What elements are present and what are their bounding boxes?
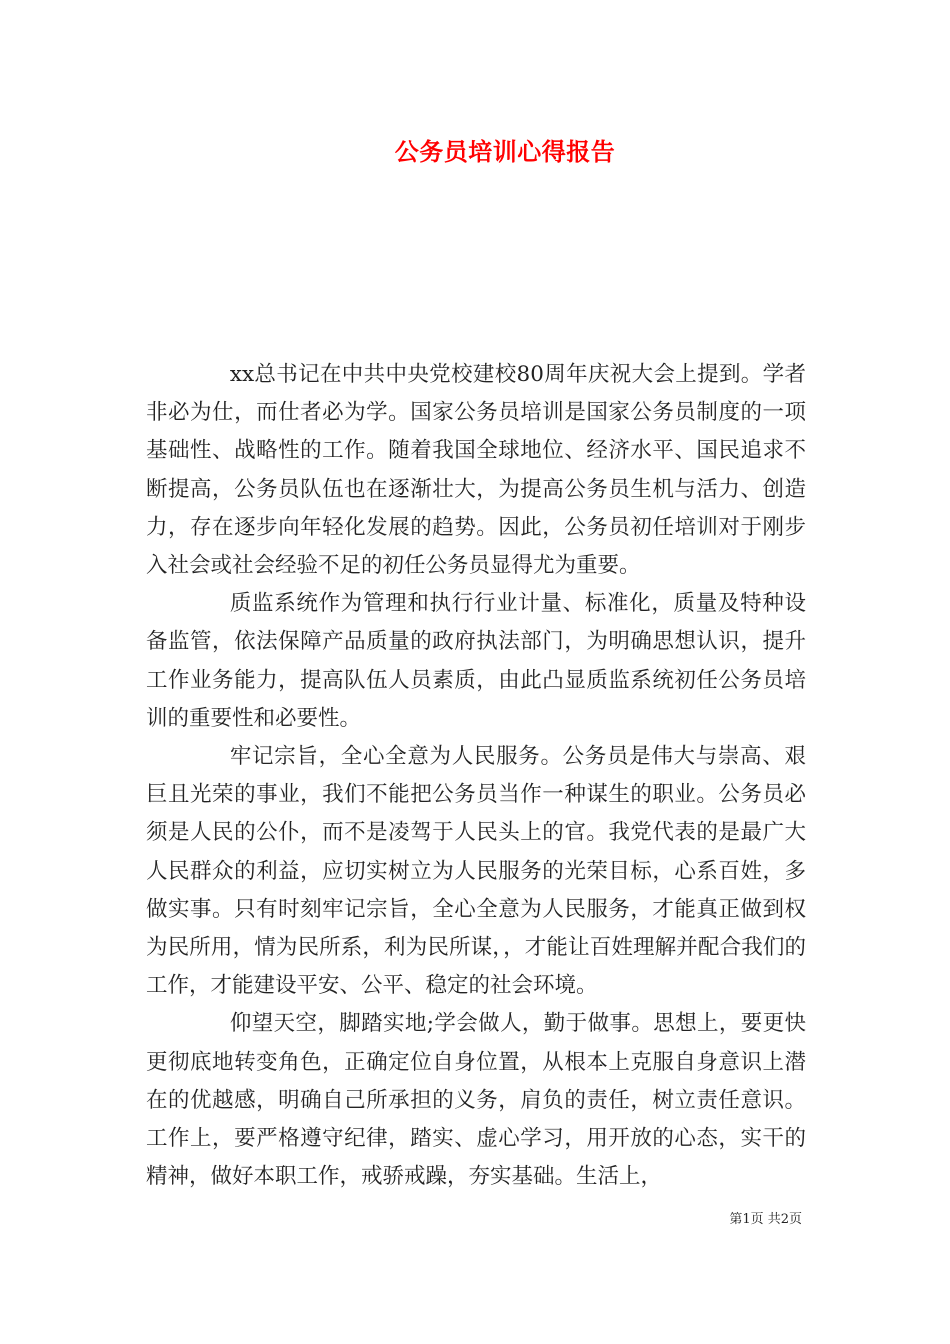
document-title: 公务员培训心得报告	[394, 137, 616, 166]
paragraph: 仰望天空，脚踏实地;学会做人，勤于做事。思想上，要更快更彻底地转变角色，正确定位自身位置，从根本上克服自身意识上潜在的优越感，明确自己所承担的义务，肩负的责任，树立责任意识。工作上，要严格遵守纪律，踏实、虚心学习，用开放的心态，实干的精神，做好本职工作，戒骄戒躁，夯实基础。生活上，	[146, 1011, 806, 1190]
paragraph: xx总书记在中共中央党校建校80周年庆祝大会上提到。学者非必为仕，而仕者必为学。国家公务员培训是国家公务员制度的一项基础性、战略性的工作。随着我国全球地位、经济水平、国民追求不断提高，公务员队伍也在逐渐壮大，为提高公务员生机与活力、创造力，存在逐步向年轻化发展的趋势。因此，公务员初任培训对于刚步入社会或社会经验不足的初任公务员显得尤为重要。	[146, 362, 806, 579]
paragraph: 牢记宗旨，全心全意为人民服务。公务员是伟大与崇高、艰巨且光荣的事业，我们不能把公务员当作一种谋生的职业。公务员必须是人民的公仆，而不是凌驾于人民头上的官。我党代表的是最广大人民群众的利益，应切实树立为人民服务的光荣目标，心系百姓，多做实事。只有时刻牢记宗旨，全心全意为人民服务，才能真正做到权为民所用，情为民所系，利为民所谋，，才能让百姓理解并配合我们的工作，才能建设平安、公平、稳定的社会环境。	[146, 744, 806, 999]
document-body	[146, 356, 806, 1196]
page-number: 第1页 共2页	[729, 1212, 802, 1227]
paragraph: 质监系统作为管理和执行行业计量、标准化，质量及特种设备监管，依法保障产品质量的政府执法部门，为明确思想认识，提升工作业务能力，提高队伍人员素质，由此凸显质监系统初任公务员培训的重要性和必要性。	[146, 591, 806, 731]
